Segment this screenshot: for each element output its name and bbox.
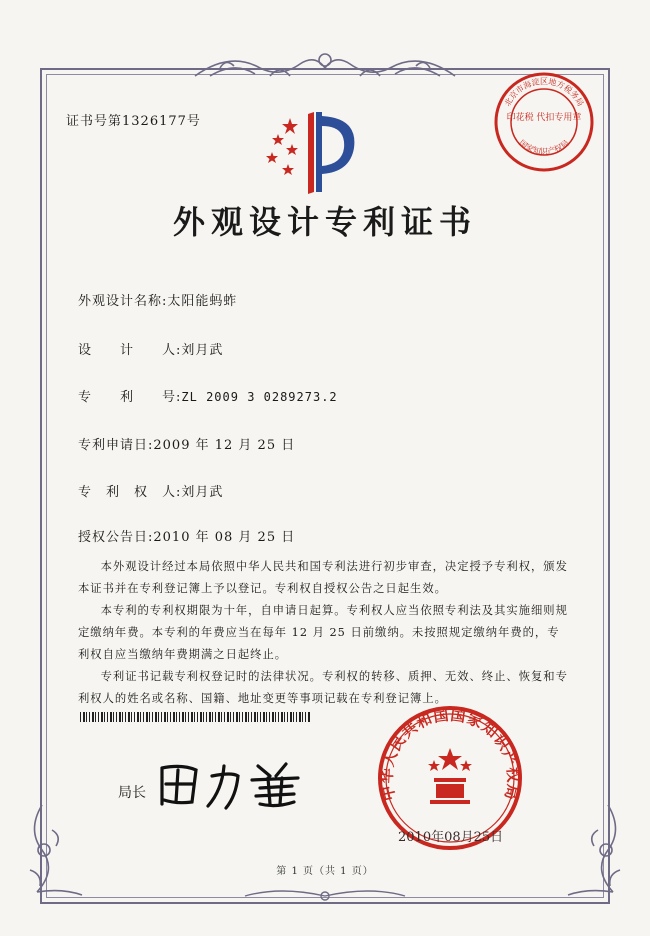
seal-date: 2010年08月25日: [398, 830, 504, 845]
tax-stamp-ring-text: 北京市海淀区地方税务局: [502, 77, 586, 108]
tax-stamp-bottom-text: 国家知识产权局: [517, 138, 571, 157]
field-patent-number-label: 专 利 号:: [78, 390, 182, 405]
seal-ring-text: 中华人民共和国国家知识产权局: [377, 705, 523, 803]
field-grant-date: [78, 526, 295, 545]
field-designer: [78, 339, 223, 358]
body-paragraph-3: 专利证书记载专利权登记时的法律状况。专利权的转移、质押、无效、终止、恢复和专利权人的姓名或名称、国籍、地址变更等事项记载在专利登记簿上。: [78, 670, 568, 705]
field-designer-value: 刘月武: [181, 343, 224, 358]
bottom-center-ornament-icon: [240, 884, 410, 906]
page-number: 第 1 页（共 1 页）: [276, 866, 374, 877]
field-design-name-label: 外观设计名称:: [78, 294, 168, 309]
tax-stamp-seal: [492, 70, 596, 174]
top-ornament-icon: [190, 46, 460, 86]
body-paragraph-1: 本外观设计经过本局依照中华人民共和国专利法进行初步审查，决定授予专利权，颁发本证书并在专利登记簿上予以登记。专利权自授权公告之日起生效。: [78, 560, 568, 595]
body-paragraph-2: 本专利的专利权期限为十年，自申请日起算。专利权人应当依照专利法及其实施细则规定缴纳年费。本专利的年费应当在每年 12 月 25 日前缴纳。未按照规定缴纳年费的，专利权自应当缴纳年费期满之日起终止。: [78, 604, 568, 661]
field-design-name-value: 太阳能蚂蚱: [167, 294, 238, 309]
certificate-title: 外观设计专利证书: [172, 203, 477, 241]
field-grant-date-label: 授权公告日:: [78, 530, 154, 545]
director-title: 局长: [118, 785, 146, 801]
field-patent-number-value: ZL 2009 3 0289273.2: [181, 390, 338, 404]
field-grant-date-value: 2010 年 08 月 25 日: [153, 530, 296, 545]
field-application-date-label: 专利申请日:: [78, 438, 154, 453]
svg-text:北京市海淀区地方税务局: [502, 76, 585, 108]
field-design-name: [78, 290, 237, 309]
field-patentee-value: 刘月武: [181, 485, 224, 500]
field-application-date: [78, 434, 295, 453]
director-signature: [152, 756, 312, 816]
barcode: [80, 712, 310, 722]
certificate-body: [78, 556, 568, 710]
field-patentee: [78, 481, 223, 500]
field-designer-label: 设 计 人:: [78, 343, 182, 358]
tax-stamp-inner-text: 印花税 代扣专用章: [506, 113, 582, 123]
field-application-date-value: 2009 年 12 月 25 日: [153, 438, 296, 453]
bottom-left-ornament-icon: [22, 800, 92, 900]
certificate-number: 证书号第1326177号: [66, 114, 201, 129]
patent-office-logo-icon: [262, 108, 372, 200]
bottom-right-ornament-icon: [558, 800, 628, 900]
svg-text:国家知识产权局: [517, 138, 570, 156]
field-patent-number: [78, 386, 338, 405]
field-patentee-label: 专 利 权 人:: [78, 485, 182, 500]
